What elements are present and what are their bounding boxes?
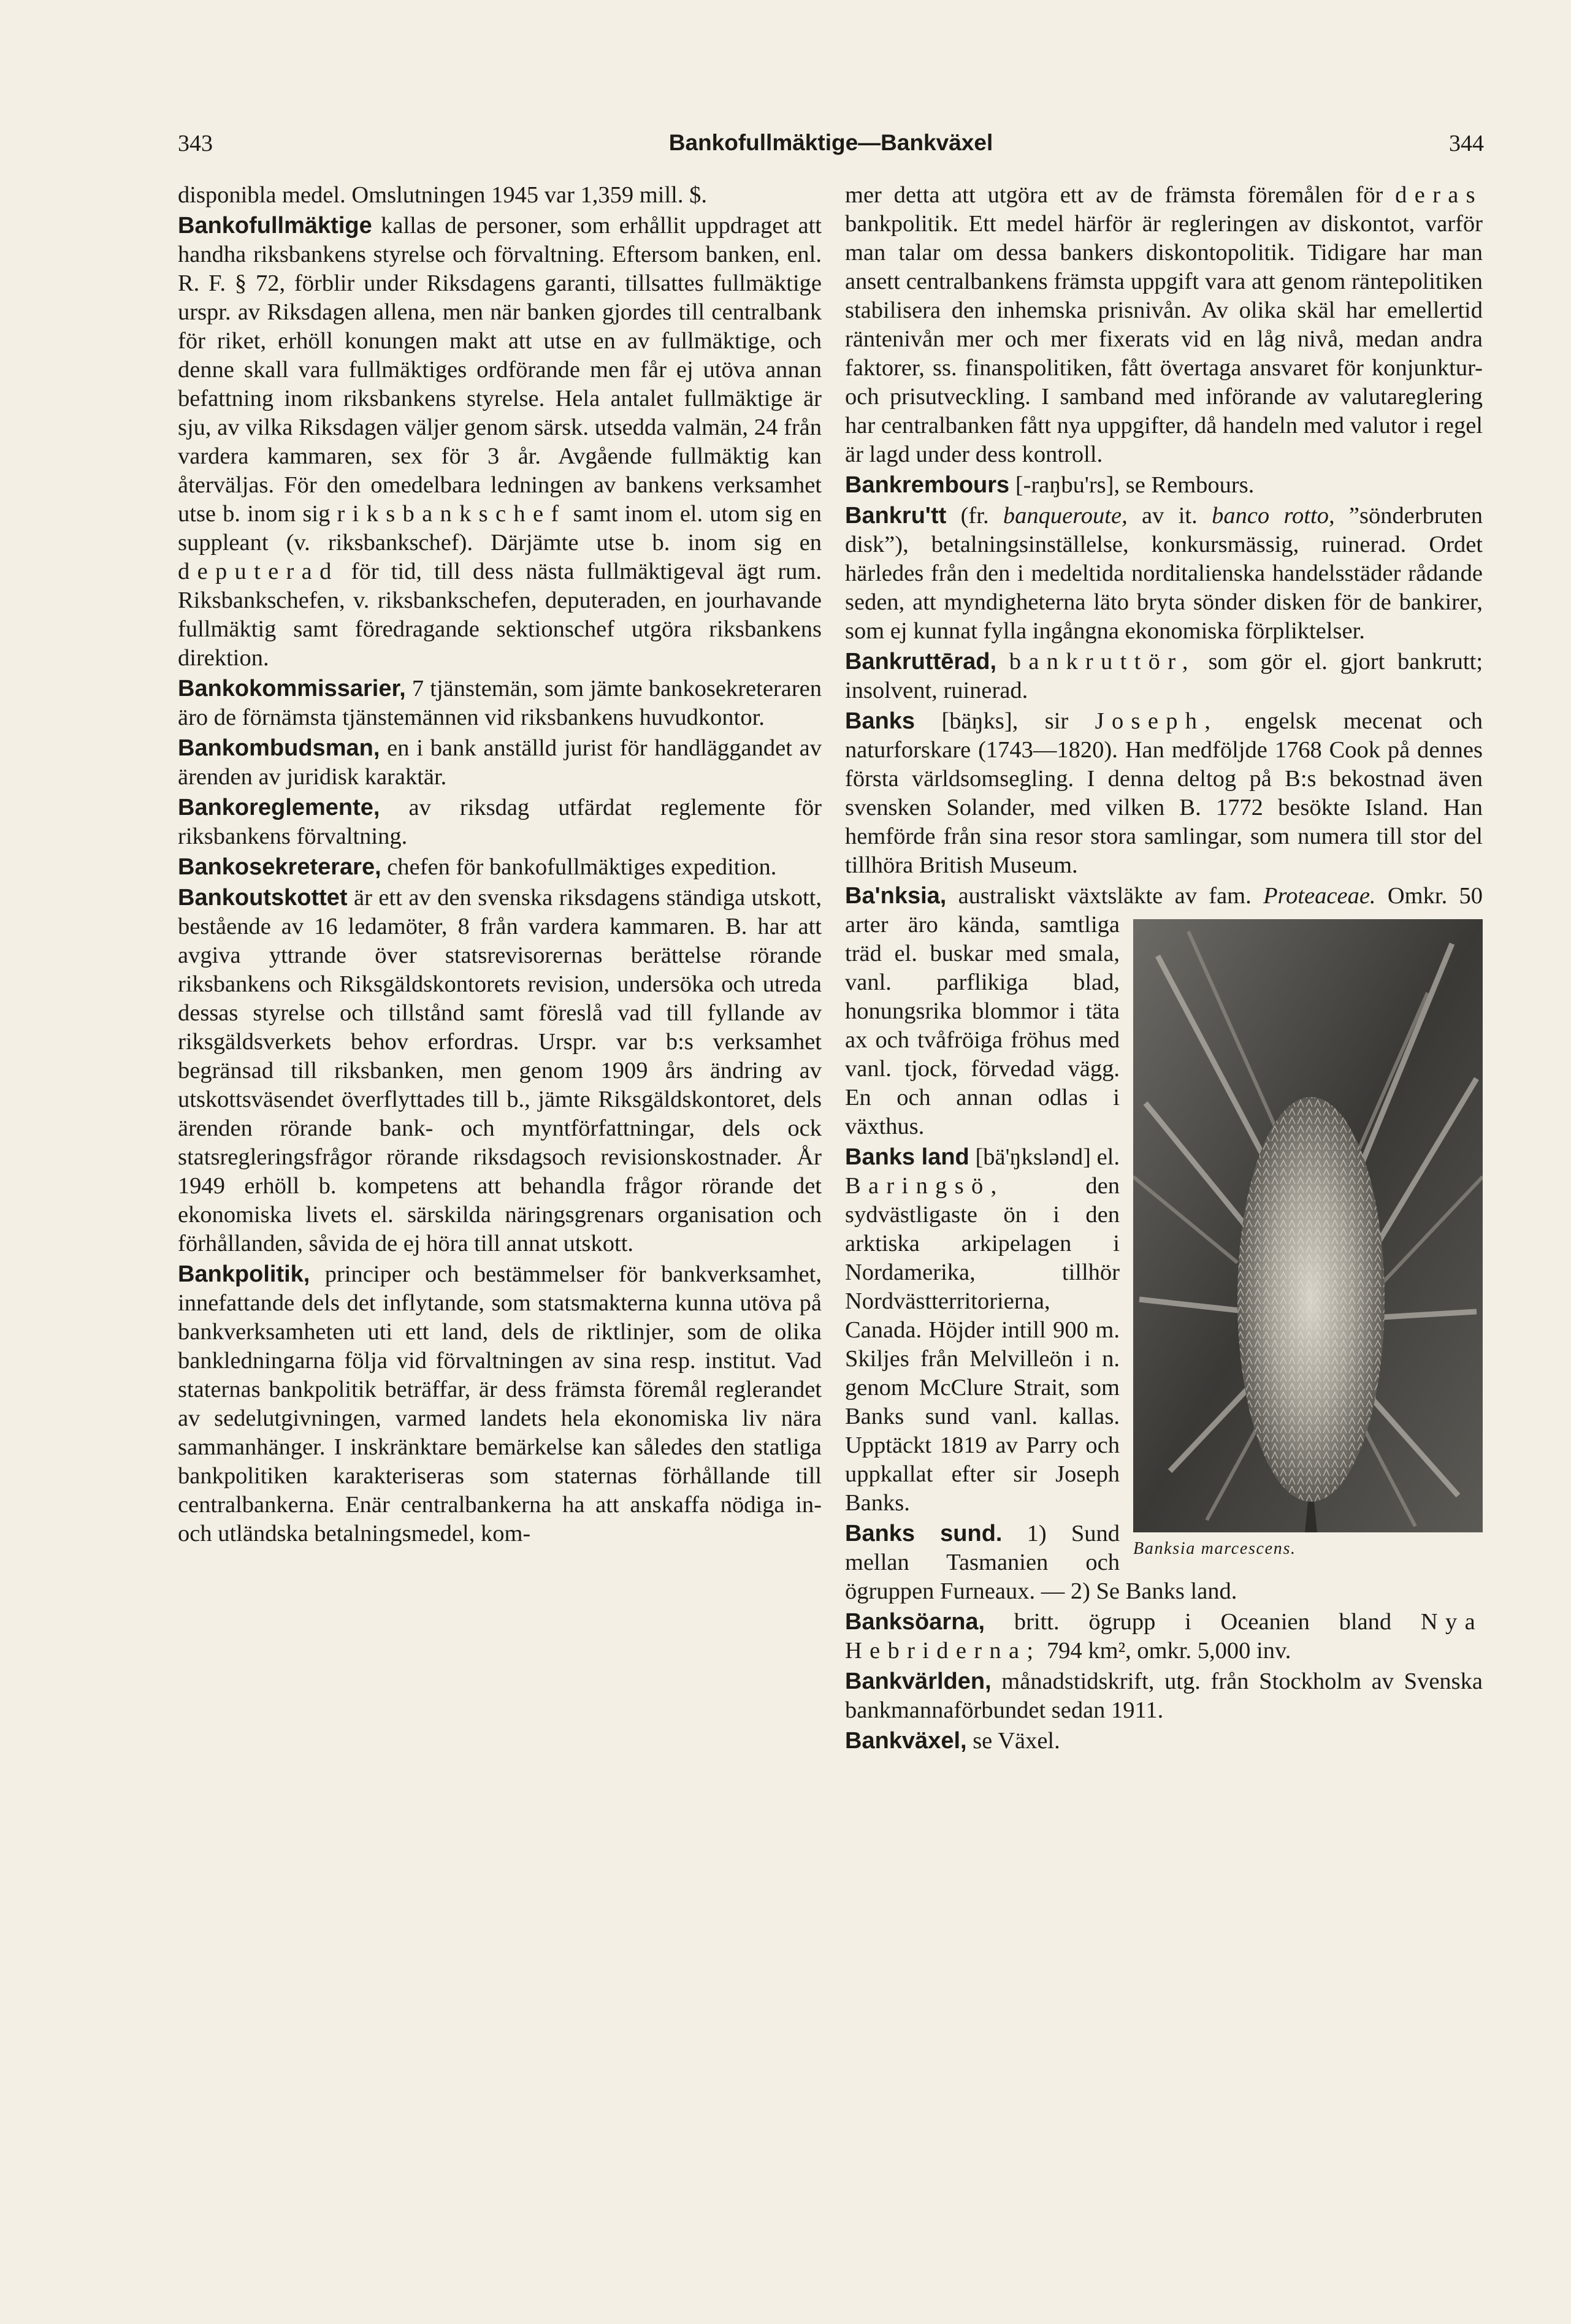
entry-banksia: Ba'nksia, australiskt växtsläkte av fam. Proteaceae. Banksia marcescens. Omkr. 50 arter äro kända, samtliga träd el. buskar med smala, vanl. parflikiga blad, honungsrika blommor i täta ax och tvåfröiga fröhus med vanl. tjock, förvedad vägg. En och annan odlas i växthus. bbox=[845, 882, 1483, 1141]
entry-bankvarlden: Bankvärlden, månadstidskrift, utg. från Stockholm av Svenska bankmannaförbundet sedan 1911. bbox=[845, 1668, 1483, 1723]
spaced-term: riksbankschef bbox=[337, 501, 567, 527]
headword: Bankvärlden, bbox=[845, 1668, 992, 1694]
entry-bankosekreterare: Bankosekreterare, chefen för bankofullmäktiges expedition. bbox=[178, 854, 777, 880]
headword: Ba'nksia, bbox=[845, 883, 947, 909]
entry-bankofullmaktige: Bankofullmäktige kallas de personer, som erhållit uppdraget att handha riksbankens styrelse och förvaltning. Eftersom banken, enl. R. F. § 72, förblir under Riksdagens garanti, tillsattes fullmäktige urspr. av Riksdagen allena, men när banken gjordes till centralbank för riket, erhöll konungen makt att utse en av fullmäktige, och denne skall vara fullmäktiges ordförande men får ej utöva annan befattning inom riksbankens styrelse. Hela antalet fullmäktige är sju, av vilka Riksdagen väljer genom särsk. utsedda valmän, 24 från vardera kammaren, sex för 3 år. Avgående fullmäktig kan återväljas. För den omedelbara ledningen av bankens verksamhet utse b. inom sig riksbankschef samt inom el. utom sig en suppleant (v. riksbankschef). Därjämte utse b. inom sig en deputerad för tid, till dess nästa fullmäktigeval ägt rum. Riksbankschefen, v. riksbankschefen, deputeraden, en jourhavande fullmäktig samt föredragande sektionschef utgöra riksbankens direktion. bbox=[178, 213, 822, 671]
spaced-term: Nya Hebriderna; bbox=[845, 1609, 1483, 1664]
headword: Banksöarna, bbox=[845, 1609, 985, 1635]
entry-bankvaxel: Bankväxel, se Växel. bbox=[845, 1728, 1060, 1754]
entry-bankokommissarier: Bankokommissarier, 7 tjänstemän, som jämte bankosekreteraren äro de förnämsta tjänstemännen vid riksbankens huvudkontor. bbox=[178, 676, 822, 730]
entry-banks-land: Banks land [bä'ŋkslənd] el. Baringsö, den sydvästligaste ön i den arktiska arkipelagen i Nordamerika, tillhör Nordvästterritorierna, Canada. Höjder intill 900 m. Skiljes från Melvilleön i n. genom McClure Strait, som Banks sund vanl. kallas. Upptäckt 1819 av Parry och uppkallat efter sir Joseph Banks. bbox=[845, 1144, 1120, 1516]
entry-bankombudsman: Bankombudsman, en i bank anställd jurist för handläggandet av ärenden av juridisk karaktär. bbox=[178, 735, 822, 790]
spaced-term: Baringsö, bbox=[845, 1173, 1004, 1199]
headword: Bankofullmäktige bbox=[178, 213, 372, 239]
headword: Bankombudsman, bbox=[178, 735, 380, 761]
figure-banksia bbox=[1133, 919, 1483, 1563]
running-head: Bankofullmäktige—Bankväxel bbox=[668, 130, 993, 155]
headword: Banks bbox=[845, 708, 915, 734]
spaced-term: bankruttör, bbox=[1009, 649, 1196, 675]
continued-text: mer detta att utgöra ett av de främsta föremålen för deras bankpolitik. Ett medel härför är regleringen av diskontot, varför man talar om dessa bankers diskontopolitik. Tidigare har man ansett centralbankens främsta uppgift vara att genom räntepolitiken stabilisera den inhemska prisnivån. Av olika skäl har emellertid räntenivån mer och mer fixerats vid en låg nivå, medan andra faktorer, ss. finanspolitiken, fått övertaga ansvaret för konjunktur- och prisutveckling. I samband med införande av valutareglering har centralbanken fått nya uppgifter, då handeln med valutor i regel är lagd under dess kontroll. bbox=[845, 182, 1483, 467]
headword: Banks land bbox=[845, 1144, 969, 1170]
continued-text: disponibla medel. Omslutningen 1945 var 1,359 mill. $. bbox=[178, 182, 707, 208]
entry-bankrutt: Bankru'tt (fr. banqueroute, av it. banco rotto, ”sönderbruten disk”), betalningsinställelse, konkursmässig, ruinerad. Ordet härledes från den i medeltida norditalienska handelsstäder rådande seden, att myndigheterna läto bryta sönder disken för de bankirer, som ej kunnat fylla ingångna ekonomiska förpliktelser. bbox=[845, 503, 1483, 644]
headword: Bankokommissarier, bbox=[178, 676, 406, 701]
entry-banks-sund: Banks sund. 1) Sund mellan Tasmanien och ögruppen Furneaux. — 2) Se Banks land. bbox=[845, 1521, 1237, 1604]
page-number-right: 344 bbox=[1449, 131, 1484, 156]
page-header bbox=[178, 130, 1484, 167]
entry-bankoreglemente: Bankoreglemente, av riksdag utfärdat reglemente för riksbankens förvaltning. bbox=[178, 795, 822, 849]
headword: Bankosekreterare, bbox=[178, 854, 381, 880]
headword: Banks sund. bbox=[845, 1521, 1003, 1546]
headword: Bankväxel, bbox=[845, 1728, 967, 1754]
entry-bankrutterad: Bankruttērad, bankruttör, som gör el. gjort bankrutt; insolvent, ruinerad. bbox=[845, 649, 1483, 703]
headword: Bankpolitik, bbox=[178, 1261, 310, 1287]
left-column bbox=[178, 181, 822, 1550]
spaced-term: deras bbox=[1395, 182, 1483, 208]
spaced-term: deputerad bbox=[178, 559, 339, 584]
entry-bankoutskottet: Bankoutskottet är ett av den svenska riksdagens ständiga utskott, bestående av 16 ledamöter, 8 från vardera kammaren. B. har att avgiva yttrande över statsrevisorernas berättelse rörande riksbankens och Riksgäldskontorets revision, undersöka och utreda dessas styrelse och tillstånd samt föreslå vad till fyllande av riksgäldsverkets behov erfordras. Urspr. var b:s verksamhet begränsad till riksbanken, men genom 1909 års ändring av utskottsväsendet överflyttades till b., jämte Riksgäldskontoret, dels ärenden rörande bank- och myntförfattningar, dels ock statsregleringsfrågor rörande riksdagsoch revisionskostnader. År 1949 erhöll b. kompetens att behandla frågor rörande det ekonomiska livets el. särskilda näringsgrenars organisation och förhållanden, såvida de ej höra till annat utskott. bbox=[178, 885, 822, 1256]
entry-bankpolitik: Bankpolitik, principer och bestämmelser för bankverksamhet, innefattande dels det inflytande, som statsmakterna kunna utöva på bankverksamheten uti ett land, dels de riktlinjer, som de olika bankledningarna följa vid förvaltningen av sina resp. institut. Vad staternas bankpolitik beträffar, är dess främsta föremål reglerandet av sedelutgivningen, varmed landets hela ekonomiska liv nära sammanhänger. I inskränktare bemärkelse kan således den statliga bankpolitiken karakteriseras som staternas förhållande till centralbankerna. Enär centralbankerna ha att anskaffa nödiga in- och utländska betalningsmedel, kom- bbox=[178, 1261, 822, 1546]
page-number-left: 343 bbox=[178, 131, 213, 156]
spaced-term: Joseph, bbox=[1095, 708, 1218, 734]
banksia-photo bbox=[1133, 919, 1483, 1532]
entry-banks: Banks [bäŋks], sir Joseph, engelsk mecenat och naturforskare (1743—1820). Han medföljde 1768 Cook på dennes första världsomsegling. I denna deltog på B:s bekostnad även svensken Solander, med vilken B. 1772 besökte Island. Han hemförde från sina resor stora samlingar, som numera till stor del tillhöra British Museum. bbox=[845, 708, 1483, 878]
headword: Bankruttērad, bbox=[845, 649, 997, 675]
figure-caption: Banksia marcescens. bbox=[1133, 1539, 1296, 1558]
headword: Bankoreglemente, bbox=[178, 795, 380, 820]
headword: Bankoutskottet bbox=[178, 885, 348, 911]
headword: Bankru'tt bbox=[845, 503, 947, 529]
headword: Bankrembours bbox=[845, 472, 1010, 498]
entry-banksoarna: Banksöarna, britt. ögrupp i Oceanien bland Nya Hebriderna; 794 km², omkr. 5,000 inv. bbox=[845, 1609, 1483, 1664]
right-column bbox=[845, 181, 1483, 1757]
entry-bankrembours: Bankrembours [-raŋbu'rs], se Rembours. bbox=[845, 472, 1255, 498]
